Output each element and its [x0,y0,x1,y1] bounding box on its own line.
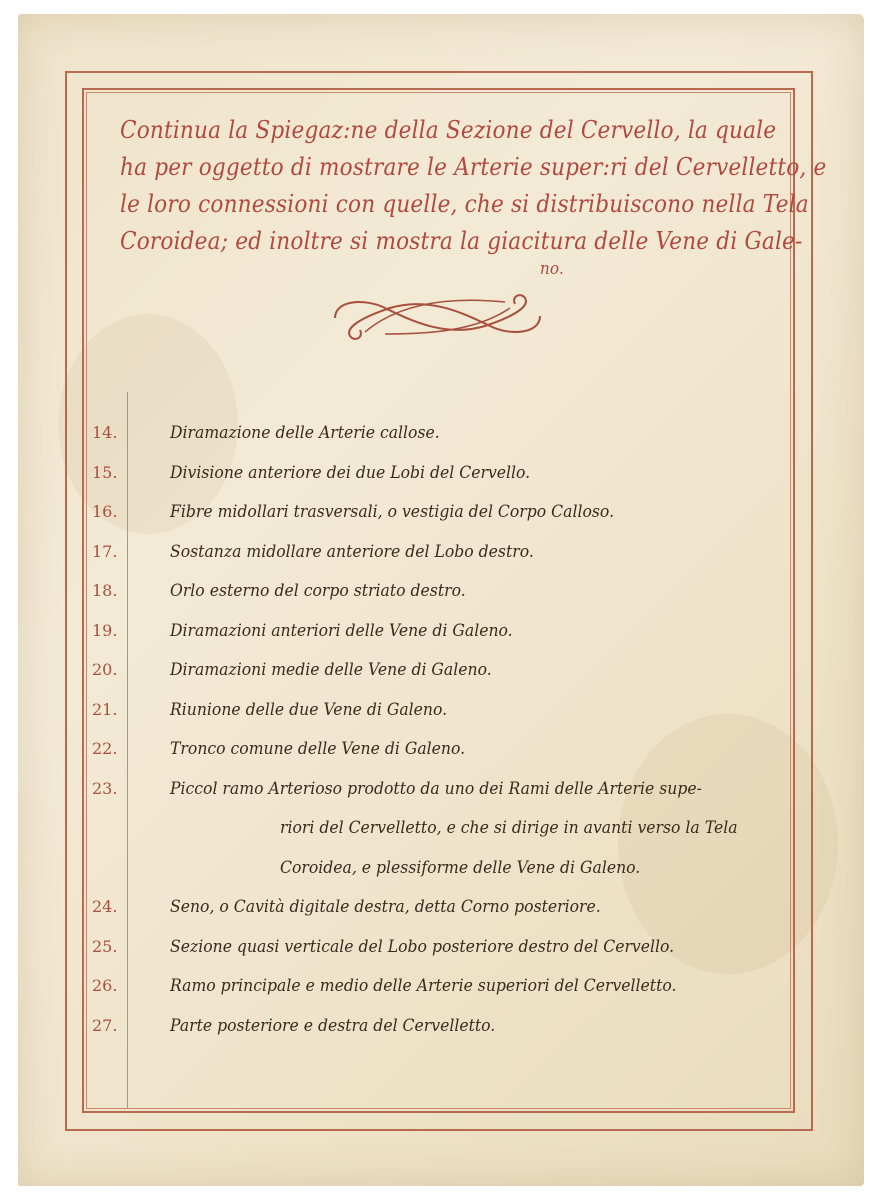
entry-text: Diramazione delle Arterie callose. [170,423,440,443]
entry-number: 16. [92,502,118,521]
entry-text-continuation: riori del Cervelletto, e che si dirige in avanti verso la Tela [280,818,738,838]
heading [120,112,827,279]
entry-number: 25. [92,936,118,956]
entry-text: Riunione delle due Vene di Galeno. [170,699,448,720]
entry-number: 20. [92,660,118,679]
entry-text: Orlo esterno del corpo striato destro. [170,581,466,601]
entry-text: Seno, o Cavità digitale destra, detta Corno posteriore. [170,897,601,917]
entry-text: Sostanza midollare anteriore del Lobo destro. [170,541,534,562]
entry-number: 26. [92,976,118,995]
heading-line: le loro connessioni con quelle, che si distribuiscono nella Tela [120,190,809,218]
heading-line: Continua la Spiegaz:ne della Sezione del Cervello, la quale [120,116,777,144]
heading-line: no. [539,259,565,279]
entry-number: 23. [92,778,118,798]
entry-text: Parte posteriore e destra del Cervelletto. [170,1015,496,1036]
entry-text: Divisione anteriore dei due Lobi del Cervello. [170,462,531,483]
entry-number: 15. [92,462,118,482]
entry-number: 21. [92,699,118,719]
entry-number: 19. [92,620,118,640]
entry-number: 17. [92,541,118,561]
heading-line: ha per oggetto di mostrare le Arterie super:ri del Cervelletto, e [120,153,827,181]
entry-text: Piccol ramo Arterioso prodotto da uno dei Rami delle Arterie supe- [170,778,702,799]
heading-line: Coroidea; ed inoltre si mostra la giacitura delle Vene di Gale- [120,227,803,255]
entry-text: Tronco comune delle Vene di Galeno. [170,739,466,759]
entry-number: 27. [92,1015,118,1035]
entry-number: 14. [92,423,118,442]
entry-text: Ramo principale e medio delle Arterie superiori del Cervelletto. [170,976,677,996]
entry-text-continuation: Coroidea, e plessiforme delle Vene di Galeno. [280,857,641,878]
entry-text: Fibre midollari trasversali, o vestigia del Corpo Calloso. [170,502,615,522]
entry-text: Sezione quasi verticale del Lobo posteriore destro del Cervello. [170,936,675,957]
entry-number: 18. [92,581,118,600]
flourish-ornament [325,288,550,346]
entry-number: 22. [92,739,118,758]
entry-text: Diramazioni anteriori delle Vene di Galeno. [170,620,513,641]
entry-number: 24. [92,897,118,916]
entry-text: Diramazioni medie delle Vene di Galeno. [170,660,492,680]
